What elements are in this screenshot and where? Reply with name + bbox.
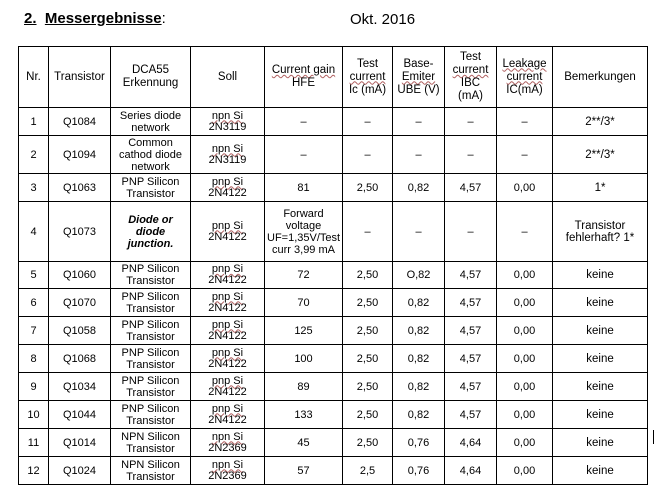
cell-transistor: Q1014 [49,429,111,457]
cell-ibc: 4,57 [445,401,497,429]
cell-ibc: 4,57 [445,289,497,317]
cell-dca: NPN Silicon Transistor [111,429,191,457]
section-heading [24,10,166,27]
cell-bemerkungen: keine [553,262,648,289]
header-test-current-ibc: Test current IBC (mA) [445,47,497,108]
cell-gain: Forward voltage UF=1,35V/Test curr 3,99 mA [265,202,343,262]
cell-soll: pnp Si 2N4122 [191,317,265,345]
cell-dca: Diode or diode junction. [111,202,191,262]
cell-ibc: 4,57 [445,317,497,345]
cell-transistor: Q1084 [49,108,111,136]
cell-leakage: 0,00 [497,429,553,457]
cell-dca: Series diode network [111,108,191,136]
cell-soll: pnp Si 2N4122 [191,401,265,429]
table-row [19,262,648,289]
cell-ube: 0,76 [393,457,445,485]
cell-gain: 100 [265,345,343,373]
cell-leakage: 0,00 [497,457,553,485]
cell-soll: npn Si 2N3119 [191,108,265,136]
cell-leakage: 0,00 [497,345,553,373]
cell-ic: 2,50 [343,373,393,401]
cell-transistor: Q1068 [49,345,111,373]
cell-ube: 0,82 [393,401,445,429]
cell-ube: 0,82 [393,345,445,373]
table-row [19,345,648,373]
cell-ube: 0,82 [393,317,445,345]
cell-transistor: Q1073 [49,202,111,262]
cell-nr: 5 [19,262,49,289]
cell-ube: 0,82 [393,373,445,401]
cell-gain: – [265,136,343,174]
header-current-gain: Current gain HFE [265,47,343,108]
header-transistor: Transistor [49,47,111,108]
document-date: Okt. 2016 [350,11,416,28]
cell-transistor: Q1060 [49,262,111,289]
section-number: 2. [24,10,37,27]
cell-ibc: 4,57 [445,373,497,401]
table-row [19,174,648,202]
header-dca55: DCA55 Erkennung [111,47,191,108]
cell-ibc: – [445,108,497,136]
cell-gain: 45 [265,429,343,457]
table-row [19,136,648,174]
cell-ibc: 4,64 [445,429,497,457]
header-nr: Nr. [19,47,49,108]
cell-ibc: 4,64 [445,457,497,485]
section-title: Messergebnisse [44,10,162,27]
cell-soll: pnp Si 2N4122 [191,262,265,289]
cell-soll: pnp Si 2N4122 [191,174,265,202]
cell-nr: 12 [19,457,49,485]
cell-ic: 2,50 [343,262,393,289]
cell-dca: PNP Silicon Transistor [111,345,191,373]
table-header-row [19,47,648,108]
measurement-table [18,46,648,485]
cell-nr: 7 [19,317,49,345]
text-cursor [653,430,654,444]
header-leakage-current: Leakage current IC(mA) [497,47,553,108]
cell-bemerkungen: keine [553,373,648,401]
cell-ic: 2,50 [343,401,393,429]
cell-ic: – [343,202,393,262]
cell-soll: pnp Si 2N4122 [191,373,265,401]
cell-gain: 70 [265,289,343,317]
cell-transistor: Q1024 [49,457,111,485]
cell-nr: 11 [19,429,49,457]
cell-nr: 6 [19,289,49,317]
cell-nr: 2 [19,136,49,174]
cell-transistor: Q1058 [49,317,111,345]
cell-ic: 2,5 [343,457,393,485]
cell-transistor: Q1034 [49,373,111,401]
cell-dca: PNP Silicon Transistor [111,174,191,202]
cell-bemerkungen: Transistor fehlerhaft? 1* [553,202,648,262]
cell-gain: 72 [265,262,343,289]
cell-ube: 0,82 [393,174,445,202]
cell-ibc: 4,57 [445,174,497,202]
cell-soll: pnp Si 2N4122 [191,289,265,317]
cell-soll: npn Si 2N2369 [191,457,265,485]
header-soll: Soll [191,47,265,108]
table-row [19,429,648,457]
cell-dca: PNP Silicon Transistor [111,262,191,289]
cell-gain: 89 [265,373,343,401]
cell-ube: 0,76 [393,429,445,457]
cell-bemerkungen: 2**/3* [553,108,648,136]
cell-bemerkungen: keine [553,345,648,373]
cell-nr: 9 [19,373,49,401]
cell-ic: 2,50 [343,317,393,345]
cell-leakage: 0,00 [497,401,553,429]
cell-bemerkungen: keine [553,289,648,317]
cell-ic: – [343,108,393,136]
cell-gain: 125 [265,317,343,345]
cell-leakage: 0,00 [497,289,553,317]
cell-transistor: Q1063 [49,174,111,202]
cell-bemerkungen: keine [553,429,648,457]
cell-leakage: – [497,108,553,136]
cell-nr: 3 [19,174,49,202]
cell-bemerkungen: 1* [553,174,648,202]
header-base-emitter: Base- Emiter UBE (V) [393,47,445,108]
cell-nr: 10 [19,401,49,429]
cell-leakage: 0,00 [497,262,553,289]
cell-dca: PNP Silicon Transistor [111,373,191,401]
cell-ic: 2,50 [343,174,393,202]
cell-bemerkungen: keine [553,457,648,485]
cell-ube: 0,82 [393,289,445,317]
table-row [19,373,648,401]
cell-soll: npn Si 2N3119 [191,136,265,174]
cell-leakage: – [497,136,553,174]
cell-ibc: – [445,202,497,262]
cell-dca: PNP Silicon Transistor [111,289,191,317]
table-row [19,401,648,429]
cell-nr: 4 [19,202,49,262]
cell-bemerkungen: 2**/3* [553,136,648,174]
cell-bemerkungen: keine [553,401,648,429]
table-row [19,317,648,345]
cell-ic: 2,50 [343,429,393,457]
cell-soll: pnp Si 2N4122 [191,345,265,373]
cell-dca: Common cathod diode network [111,136,191,174]
header-bemerkungen: Bemerkungen [553,47,648,108]
header-test-current: Test current Ic (mA) [343,47,393,108]
cell-ube: – [393,202,445,262]
section-colon: : [161,10,166,27]
table-row [19,108,648,136]
cell-dca: PNP Silicon Transistor [111,317,191,345]
cell-dca: PNP Silicon Transistor [111,401,191,429]
cell-ic: 2,50 [343,289,393,317]
cell-ic: 2,50 [343,345,393,373]
cell-leakage: 0,00 [497,317,553,345]
cell-leakage: 0,00 [497,373,553,401]
cell-gain: – [265,108,343,136]
table-row [19,289,648,317]
cell-transistor: Q1070 [49,289,111,317]
cell-bemerkungen: keine [553,317,648,345]
cell-leakage: 0,00 [497,174,553,202]
cell-ic: – [343,136,393,174]
table-row [19,202,648,262]
cell-ube: – [393,136,445,174]
cell-nr: 8 [19,345,49,373]
cell-dca: NPN Silicon Transistor [111,457,191,485]
cell-transistor: Q1044 [49,401,111,429]
cell-gain: 57 [265,457,343,485]
table-row [19,457,648,485]
cell-leakage: – [497,202,553,262]
cell-ibc: – [445,136,497,174]
cell-ube: O,82 [393,262,445,289]
cell-ube: – [393,108,445,136]
cell-ibc: 4,57 [445,345,497,373]
cell-nr: 1 [19,108,49,136]
cell-transistor: Q1094 [49,136,111,174]
cell-soll: npn Si 2N2369 [191,429,265,457]
cell-ibc: 4,57 [445,262,497,289]
cell-soll: pnp Si 2N4122 [191,202,265,262]
cell-gain: 133 [265,401,343,429]
cell-gain: 81 [265,174,343,202]
